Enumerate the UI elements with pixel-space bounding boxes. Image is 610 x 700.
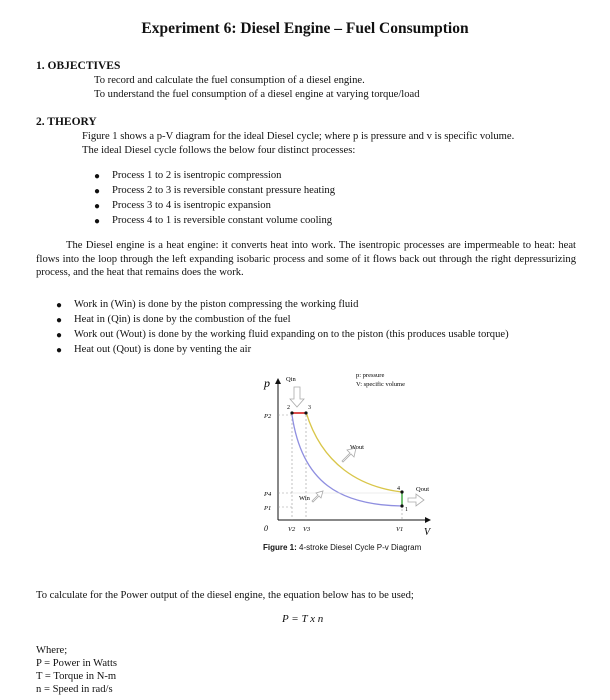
objective-item: To understand the fuel consumption of a diesel engine at varying torque/load — [94, 89, 420, 100]
bullet-icon: ● — [56, 345, 63, 356]
point-label-1: 1 — [405, 507, 408, 513]
v3-label: V3 — [303, 526, 311, 533]
axis-p-label: p — [264, 376, 270, 390]
process-item: Process 1 to 2 is isentropic compression — [112, 170, 282, 181]
state-point-1 — [400, 504, 403, 507]
definition-item: n = Speed in rad/s — [36, 684, 113, 695]
p2-label: P2 — [264, 413, 272, 420]
work-item: Heat out (Qout) is done by venting the air — [74, 344, 252, 355]
q-in-label: Qin — [286, 376, 296, 383]
definition-item: T = Torque in N-m — [36, 671, 117, 682]
pv-diagram — [250, 365, 450, 540]
work-item: Work in (Win) is done by the piston compressing the working fluid — [74, 299, 359, 310]
bullet-icon: ● — [56, 300, 63, 311]
state-point-2 — [290, 411, 293, 414]
bullet-icon: ● — [94, 201, 101, 212]
origin-label: 0 — [264, 524, 268, 533]
legend-v: V: specific volume — [356, 381, 405, 388]
p4-label: P4 — [264, 491, 272, 498]
q-in-arrow — [290, 387, 304, 407]
p1-label: P1 — [264, 505, 272, 512]
definition-item: P = Power in Watts — [36, 658, 118, 669]
bullet-icon: ● — [94, 186, 101, 197]
bullet-icon: ● — [94, 171, 101, 182]
theory-heading: 2. THEORY — [36, 116, 97, 128]
power-equation: P = T x n — [282, 613, 324, 625]
theory-intro: Figure 1 shows a p-V diagram for the ideal Diesel cycle; where p is pressure and v is specific volume. — [82, 131, 515, 142]
axis-v-label: V — [424, 527, 431, 538]
page-title: Experiment 6: Diesel Engine – Fuel Consumption — [141, 20, 469, 37]
work-item: Heat in (Qin) is done by the combustion of the fuel — [74, 314, 291, 325]
process-item: Process 3 to 4 is isentropic expansion — [112, 200, 271, 211]
point-label-4: 4 — [397, 486, 400, 492]
state-point-4 — [400, 490, 403, 493]
figure-caption-label: Figure 1: — [263, 543, 297, 552]
theory-intro: The ideal Diesel cycle follows the below four distinct processes: — [82, 145, 356, 156]
work-item: Work out (Wout) is done by the working fluid expanding on to the piston (this produces usable torque) — [74, 329, 509, 340]
v1-label: V1 — [396, 526, 404, 533]
compression-curve — [292, 415, 402, 506]
theory-paragraph: The Diesel engine is a heat engine: it converts heat into work. The isentropic processes are impermeable to heat: heat flows into the loop through the left expanding isobaric process and some of it flows back out through the right depressurizing process, and the heat that remains does the work. — [36, 240, 576, 278]
point-label-3: 3 — [308, 405, 311, 411]
objective-item: To record and calculate the fuel consumption of a diesel engine. — [94, 75, 365, 86]
q-out-label: Qout — [416, 486, 429, 493]
where-label: Where; — [36, 645, 68, 656]
figure-caption — [263, 543, 421, 552]
q-out-arrow — [408, 494, 424, 506]
bullet-icon: ● — [94, 216, 101, 227]
v2-label: V2 — [288, 526, 296, 533]
bullet-icon: ● — [56, 330, 63, 341]
objectives-heading: 1. OBJECTIVES — [36, 60, 121, 72]
legend-p: p: pressure — [356, 372, 385, 379]
process-item: Process 2 to 3 is reversible constant pressure heating — [112, 185, 336, 196]
power-intro: To calculate for the Power output of the diesel engine, the equation below has to be used; — [36, 590, 414, 601]
w-out-label: Wout — [350, 444, 364, 451]
w-in-label: Win — [299, 495, 310, 502]
state-point-3 — [304, 411, 307, 414]
figure-caption-text: 4-stroke Diesel Cycle P-v Diagram — [296, 543, 422, 552]
w-in-arrow — [312, 491, 323, 502]
process-item: Process 4 to 1 is reversible constant volume cooling — [112, 215, 333, 226]
point-label-2: 2 — [287, 405, 290, 411]
bullet-icon: ● — [56, 315, 63, 326]
